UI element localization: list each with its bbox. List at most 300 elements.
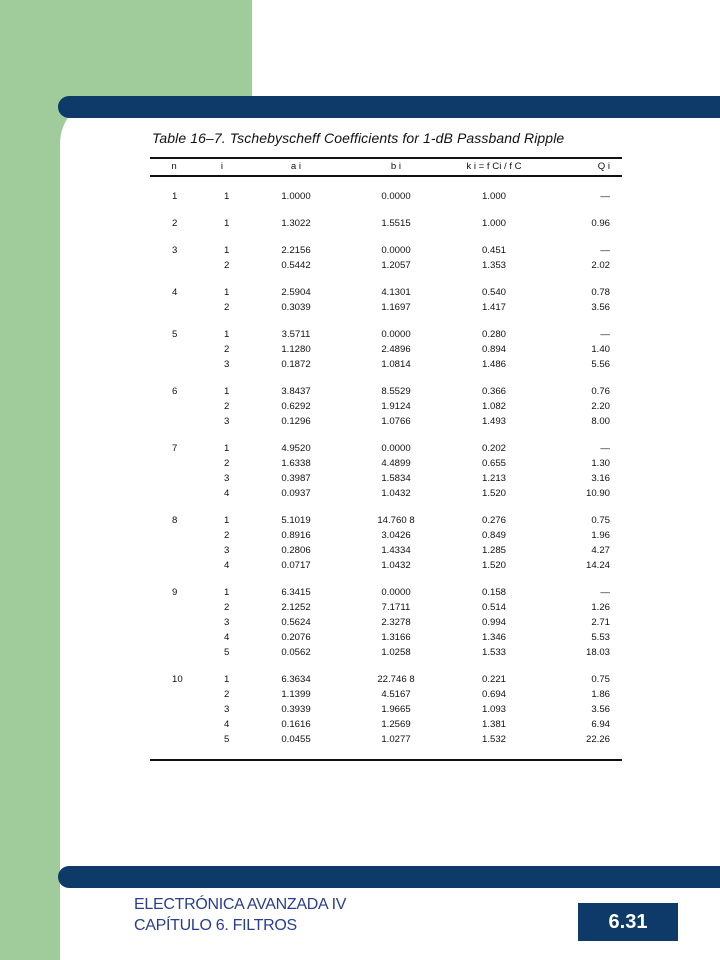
cell-q: — (600, 191, 610, 202)
cell-a: 1.6338 (281, 458, 311, 469)
cell-k: 1.417 (481, 302, 506, 313)
spacer-cell (198, 176, 246, 189)
cell-a: 0.0562 (281, 647, 311, 658)
cell-a: 1.1399 (281, 689, 311, 700)
cell-b: 1.3166 (381, 632, 411, 643)
cell-b: 1.2569 (381, 719, 411, 730)
cell-k: 1.381 (481, 719, 506, 730)
cell-b: 1.9665 (381, 704, 411, 715)
cell-n (150, 528, 198, 543)
spacer-cell (198, 372, 246, 384)
cell-i: 1 (224, 587, 230, 598)
cell-q: 1.26 (591, 602, 610, 613)
spacer-cell (198, 573, 246, 585)
table-row (150, 543, 622, 558)
cell-n (150, 342, 198, 357)
spacer-cell (346, 204, 446, 216)
spacer-cell (150, 273, 198, 285)
cell-a: 3.5711 (281, 329, 311, 340)
cell-i: 2 (224, 602, 230, 613)
cell-k: 1.493 (481, 416, 506, 427)
cell-a: 0.3987 (281, 473, 311, 484)
cell-k: 0.514 (481, 602, 506, 613)
spacer-cell (150, 747, 198, 760)
cell-k: 1.520 (481, 560, 506, 571)
table-row (150, 414, 622, 429)
cell-n (150, 687, 198, 702)
table-row (150, 687, 622, 702)
cell-k: 1.486 (481, 359, 506, 370)
cell-b: 2.4896 (381, 344, 411, 355)
cell-i: 4 (224, 560, 230, 571)
table-row (150, 456, 622, 471)
spacer-cell (198, 660, 246, 672)
cell-a: 1.0000 (281, 191, 311, 202)
coefficients-table (150, 157, 622, 761)
spacer-cell (150, 231, 198, 243)
cell-n (150, 543, 198, 558)
spacer-cell (542, 204, 622, 216)
cell-b: 4.5167 (381, 689, 411, 700)
table-row (150, 243, 622, 258)
cell-q: 0.76 (591, 386, 610, 397)
cell-q: 2.20 (591, 401, 610, 412)
cell-i: 3 (224, 416, 230, 427)
cell-a: 0.5624 (281, 617, 311, 628)
spacer-cell (542, 747, 622, 760)
cell-k: 0.280 (481, 329, 506, 340)
spacer-cell (346, 176, 446, 189)
table-row (150, 216, 622, 231)
cell-a: 2.5904 (281, 287, 311, 298)
cell-i: 2 (224, 689, 230, 700)
cell-i: 2 (224, 458, 230, 469)
spacer-cell (446, 176, 542, 189)
spacer-cell (346, 501, 446, 513)
table-row (150, 471, 622, 486)
cell-k: 0.202 (481, 443, 506, 454)
table-row (150, 384, 622, 399)
spacer-cell (246, 501, 346, 513)
cell-q: 0.78 (591, 287, 610, 298)
group-spacer (150, 176, 622, 189)
cell-i: 2 (224, 530, 230, 541)
cell-a: 0.5442 (281, 260, 311, 271)
spacer-cell (150, 372, 198, 384)
cell-b: 22.746 8 (377, 674, 415, 685)
cell-i: 2 (224, 344, 230, 355)
cell-n (150, 732, 198, 747)
slide-number: 6.31 (608, 910, 648, 933)
cell-n: 3 (172, 245, 178, 256)
table-row (150, 702, 622, 717)
spacer-cell (542, 660, 622, 672)
cell-i: 3 (224, 617, 230, 628)
spacer-cell (446, 315, 542, 327)
spacer-cell (198, 315, 246, 327)
spacer-cell (446, 660, 542, 672)
cell-a: 5.1019 (281, 515, 311, 526)
table-row (150, 585, 622, 600)
table-row (150, 399, 622, 414)
table-row (150, 717, 622, 732)
table-row (150, 441, 622, 456)
cell-n: 6 (172, 386, 178, 397)
table-row (150, 357, 622, 372)
cell-i: 5 (224, 734, 230, 745)
cell-a: 6.3415 (281, 587, 311, 598)
table-row (150, 600, 622, 615)
cell-i: 2 (224, 401, 230, 412)
cell-n (150, 645, 198, 660)
spacer-cell (246, 573, 346, 585)
spacer-cell (446, 204, 542, 216)
cell-a: 0.6292 (281, 401, 311, 412)
cell-n (150, 717, 198, 732)
cell-k: 1.000 (481, 218, 506, 229)
spacer-cell (246, 429, 346, 441)
cell-q: 5.53 (591, 632, 610, 643)
spacer-cell (542, 273, 622, 285)
cell-a: 1.1280 (281, 344, 311, 355)
group-spacer (150, 429, 622, 441)
spacer-cell (446, 372, 542, 384)
spacer-cell (346, 273, 446, 285)
spacer-cell (346, 372, 446, 384)
group-spacer (150, 273, 622, 285)
cell-i: 1 (224, 443, 230, 454)
cell-q: 0.75 (591, 515, 610, 526)
group-spacer (150, 660, 622, 672)
cell-b: 2.3278 (381, 617, 411, 628)
cell-n (150, 471, 198, 486)
group-spacer (150, 372, 622, 384)
cell-a: 6.3634 (281, 674, 311, 685)
cell-a: 0.1872 (281, 359, 311, 370)
spacer-cell (346, 231, 446, 243)
cell-b: 0.0000 (381, 329, 411, 340)
table-row (150, 486, 622, 501)
spacer-cell (446, 231, 542, 243)
spacer-cell (542, 176, 622, 189)
table-body (150, 176, 622, 760)
cell-i: 2 (224, 302, 230, 313)
table-row (150, 645, 622, 660)
cell-q: 3.16 (591, 473, 610, 484)
header-a: a i (290, 161, 302, 172)
table-title: Table 16–7. Tschebyscheff Coefficients for 1-dB Passband Ripple (152, 130, 565, 146)
table-row (150, 342, 622, 357)
cell-k: 0.540 (481, 287, 506, 298)
cell-a: 4.9520 (281, 443, 311, 454)
spacer-cell (542, 501, 622, 513)
cell-q: 22.26 (585, 734, 610, 745)
cell-k: 0.849 (481, 530, 506, 541)
cell-i: 1 (224, 329, 230, 340)
spacer-cell (346, 429, 446, 441)
footer-line-2: CAPÍTULO 6. FILTROS (134, 917, 297, 934)
cell-a: 0.1616 (281, 719, 311, 730)
cell-q: 14.24 (585, 560, 610, 571)
spacer-cell (542, 429, 622, 441)
cell-k: 1.520 (481, 488, 506, 499)
cell-n (150, 600, 198, 615)
cell-a: 0.0455 (281, 734, 311, 745)
cell-b: 1.2057 (381, 260, 411, 271)
spacer-cell (246, 315, 346, 327)
spacer-cell (198, 747, 246, 760)
cell-b: 4.4899 (381, 458, 411, 469)
footer-course-title (134, 894, 346, 936)
cell-q: 2.02 (591, 260, 610, 271)
cell-b: 1.4334 (381, 545, 411, 556)
cell-i: 1 (224, 674, 230, 685)
spacer-cell (446, 429, 542, 441)
cell-q: 3.56 (591, 704, 610, 715)
cell-b: 1.0432 (381, 560, 411, 571)
cell-b: 1.5515 (381, 218, 411, 229)
top-navy-bar (58, 96, 720, 118)
spacer-cell (150, 204, 198, 216)
cell-k: 0.221 (481, 674, 506, 685)
cell-b: 8.5529 (381, 386, 411, 397)
cell-q: — (600, 587, 610, 598)
cell-i: 4 (224, 488, 230, 499)
cell-n: 10 (172, 674, 183, 685)
cell-q: 3.56 (591, 302, 610, 313)
table-row (150, 615, 622, 630)
cell-n (150, 414, 198, 429)
cell-b: 1.5834 (381, 473, 411, 484)
cell-b: 0.0000 (381, 443, 411, 454)
spacer-cell (246, 231, 346, 243)
table-row (150, 258, 622, 273)
footer-line-1: ELECTRÓNICA AVANZADA IV (134, 896, 347, 913)
table-row (150, 327, 622, 342)
table-header-row (150, 158, 622, 176)
cell-i: 3 (224, 359, 230, 370)
spacer-cell (446, 501, 542, 513)
spacer-cell (150, 660, 198, 672)
header-k: k i = f Ci / f C (466, 161, 522, 172)
cell-q: 0.75 (591, 674, 610, 685)
cell-k: 0.158 (481, 587, 506, 598)
cell-k: 1.093 (481, 704, 506, 715)
cell-b: 4.1301 (381, 287, 411, 298)
spacer-cell (198, 204, 246, 216)
table-row (150, 672, 622, 687)
cell-n (150, 630, 198, 645)
cell-b: 1.0258 (381, 647, 411, 658)
cell-k: 0.694 (481, 689, 506, 700)
cell-k: 0.994 (481, 617, 506, 628)
table-row (150, 300, 622, 315)
spacer-cell (150, 315, 198, 327)
spacer-cell (346, 573, 446, 585)
cell-q: 1.96 (591, 530, 610, 541)
group-spacer (150, 573, 622, 585)
spacer-cell (150, 429, 198, 441)
cell-k: 1.353 (481, 260, 506, 271)
cell-b: 0.0000 (381, 191, 411, 202)
cell-q: 1.40 (591, 344, 610, 355)
cell-n: 8 (172, 515, 178, 526)
table-row (150, 528, 622, 543)
cell-n (150, 702, 198, 717)
cell-k: 0.655 (481, 458, 506, 469)
header-b: b i (390, 161, 402, 172)
cell-n: 9 (172, 587, 178, 598)
cell-q: 8.00 (591, 416, 610, 427)
cell-n (150, 258, 198, 273)
cell-k: 0.366 (481, 386, 506, 397)
spacer-cell (198, 429, 246, 441)
bottom-navy-bar (58, 866, 720, 888)
spacer-cell (246, 372, 346, 384)
spacer-cell (246, 273, 346, 285)
cell-n (150, 300, 198, 315)
cell-a: 0.3939 (281, 704, 311, 715)
spacer-cell (346, 315, 446, 327)
cell-b: 1.0766 (381, 416, 411, 427)
cell-b: 14.760 8 (377, 515, 415, 526)
cell-b: 1.0277 (381, 734, 411, 745)
cell-a: 0.2076 (281, 632, 311, 643)
cell-q: 2.71 (591, 617, 610, 628)
cell-b: 1.9124 (381, 401, 411, 412)
cell-i: 2 (224, 260, 230, 271)
header-n: n (171, 161, 177, 172)
cell-q: 1.30 (591, 458, 610, 469)
left-green-band (0, 0, 60, 960)
cell-a: 0.1296 (281, 416, 311, 427)
cell-i: 4 (224, 632, 230, 643)
table-end-rule (150, 747, 622, 760)
cell-a: 1.3022 (281, 218, 311, 229)
spacer-cell (246, 176, 346, 189)
cell-i: 3 (224, 704, 230, 715)
cell-k: 1.213 (481, 473, 506, 484)
cell-a: 0.8916 (281, 530, 311, 541)
cell-k: 0.451 (481, 245, 506, 256)
coefficients-table-figure (150, 130, 622, 761)
cell-q: — (600, 329, 610, 340)
cell-i: 1 (224, 218, 230, 229)
cell-q: 5.56 (591, 359, 610, 370)
cell-k: 1.082 (481, 401, 506, 412)
cell-k: 0.276 (481, 515, 506, 526)
cell-k: 1.346 (481, 632, 506, 643)
group-spacer (150, 315, 622, 327)
cell-n (150, 486, 198, 501)
cell-n: 7 (172, 443, 178, 454)
spacer-cell (246, 747, 346, 760)
cell-a: 0.0717 (281, 560, 311, 571)
table-row (150, 189, 622, 204)
spacer-cell (542, 231, 622, 243)
cell-q: 1.86 (591, 689, 610, 700)
spacer-cell (542, 573, 622, 585)
cell-b: 3.0426 (381, 530, 411, 541)
spacer-cell (198, 273, 246, 285)
cell-n (150, 357, 198, 372)
cell-i: 1 (224, 245, 230, 256)
cell-i: 1 (224, 386, 230, 397)
cell-a: 0.2806 (281, 545, 311, 556)
spacer-cell (198, 501, 246, 513)
cell-q: 6.94 (591, 719, 610, 730)
cell-k: 1.532 (481, 734, 506, 745)
cell-k: 1.533 (481, 647, 506, 658)
spacer-cell (150, 176, 198, 189)
cell-b: 1.1697 (381, 302, 411, 313)
spacer-cell (446, 573, 542, 585)
spacer-cell (346, 747, 446, 760)
cell-b: 7.1711 (381, 602, 411, 613)
cell-q: 0.96 (591, 218, 610, 229)
cell-n: 4 (172, 287, 178, 298)
table-row (150, 558, 622, 573)
spacer-cell (542, 315, 622, 327)
spacer-cell (542, 372, 622, 384)
spacer-cell (446, 747, 542, 760)
cell-q: — (600, 443, 610, 454)
cell-i: 5 (224, 647, 230, 658)
spacer-cell (150, 501, 198, 513)
spacer-cell (150, 573, 198, 585)
top-green-band (60, 0, 252, 96)
cell-i: 1 (224, 191, 230, 202)
cell-i: 4 (224, 719, 230, 730)
cell-n: 1 (172, 191, 178, 202)
cell-i: 1 (224, 287, 230, 298)
group-spacer (150, 204, 622, 216)
group-spacer (150, 231, 622, 243)
header-q: Q i (597, 161, 610, 172)
cell-n (150, 558, 198, 573)
cell-q: 10.90 (585, 488, 610, 499)
cell-n: 5 (172, 329, 178, 340)
group-spacer (150, 501, 622, 513)
cell-b: 1.0432 (381, 488, 411, 499)
cell-n (150, 615, 198, 630)
cell-b: 1.0814 (381, 359, 411, 370)
header-i: i (220, 161, 224, 172)
table-row (150, 285, 622, 300)
cell-q: — (600, 245, 610, 256)
cell-i: 3 (224, 545, 230, 556)
cell-a: 3.8437 (281, 386, 311, 397)
slide-number-badge (578, 903, 678, 941)
cell-a: 2.2156 (281, 245, 311, 256)
spacer-cell (446, 273, 542, 285)
spacer-cell (246, 204, 346, 216)
spacer-cell (346, 660, 446, 672)
cell-k: 1.285 (481, 545, 506, 556)
cell-i: 3 (224, 473, 230, 484)
cell-n (150, 456, 198, 471)
cell-a: 0.0937 (281, 488, 311, 499)
cell-q: 18.03 (585, 647, 610, 658)
cell-k: 1.000 (481, 191, 506, 202)
cell-a: 0.3039 (281, 302, 311, 313)
cell-i: 1 (224, 515, 230, 526)
cell-n (150, 399, 198, 414)
table-row (150, 630, 622, 645)
cell-k: 0.894 (481, 344, 506, 355)
cell-b: 0.0000 (381, 587, 411, 598)
spacer-cell (198, 231, 246, 243)
